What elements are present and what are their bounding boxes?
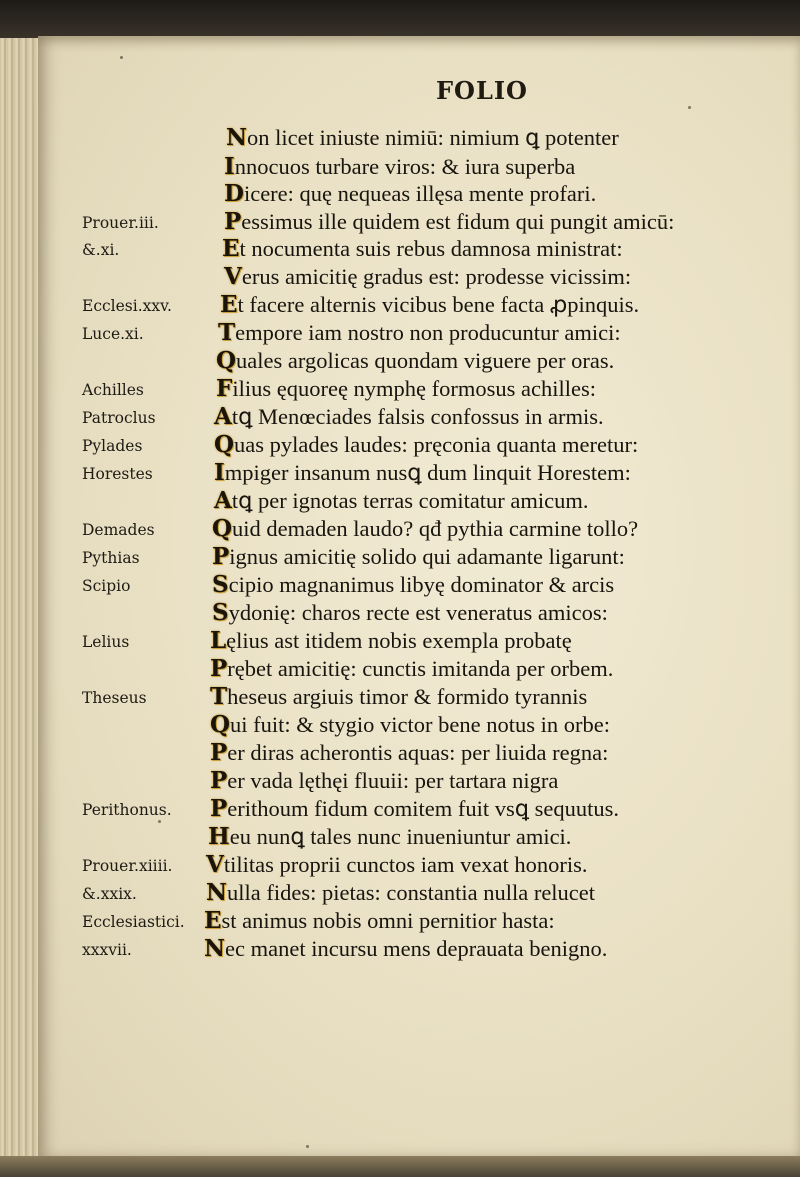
marginal-note: Prouer.iii. xyxy=(82,214,159,232)
marginal-note: Perithonus. xyxy=(82,801,172,819)
rubricated-initial: S xyxy=(212,599,229,626)
marginal-note: Lelius xyxy=(82,633,130,651)
verse-text xyxy=(216,347,614,374)
verse-text xyxy=(222,235,623,262)
rubricated-initial: T xyxy=(210,683,228,710)
verse-text xyxy=(224,208,674,235)
verse-line xyxy=(0,599,800,626)
verse-line xyxy=(0,235,800,262)
verse-text xyxy=(210,627,572,654)
verse-body: essimus ille quidem est fidum qui pungit amicū: xyxy=(241,209,675,234)
rubricated-initial: P xyxy=(210,655,228,682)
verse-body: ydonię: charos recte est veneratus amicos: xyxy=(228,600,608,625)
rubricated-initial: I xyxy=(224,153,235,180)
ink-speck xyxy=(306,1145,309,1148)
verse-body: t facere alternis vicibus bene facta ꝓpinquis. xyxy=(237,292,640,317)
verse-text xyxy=(206,879,595,906)
rubricated-initial: P xyxy=(210,739,228,766)
rubricated-initial: F xyxy=(216,375,233,402)
verse-text xyxy=(224,263,631,290)
verse-line xyxy=(0,907,800,934)
rubricated-initial: A xyxy=(214,487,232,514)
verse-text xyxy=(218,319,621,346)
verse-line xyxy=(0,823,800,850)
verse-body: rębet amicitię: cunctis imitanda per orbem. xyxy=(227,656,614,681)
verse-line xyxy=(0,655,800,682)
verse-line xyxy=(0,459,800,486)
verse-body: heseus argiuis timor & formido tyrannis xyxy=(227,684,588,709)
verse-line xyxy=(0,208,800,235)
rubricated-initial: I xyxy=(214,459,225,486)
verse-body: mpiger insanum nusꝗ dum linquit Horestem: xyxy=(224,460,631,485)
verse-body: ui fuit: & stygio victor bene notus in orbe: xyxy=(230,712,610,737)
verse-text xyxy=(204,935,607,962)
verse-body: on licet iniuste nimiū: nimium ꝗ potenter xyxy=(247,125,619,150)
rubricated-initial: A xyxy=(214,403,232,430)
marginal-note: Pythias xyxy=(82,549,140,567)
verse-line xyxy=(0,515,800,542)
verse-line xyxy=(0,291,800,318)
rubricated-initial: P xyxy=(224,208,242,235)
rubricated-initial: Q xyxy=(214,431,235,458)
verse-line xyxy=(0,571,800,598)
verse-body: ignus amicitię solido qui adamante ligarunt: xyxy=(229,544,625,569)
ink-speck xyxy=(120,56,123,59)
rubricated-initial: Q xyxy=(212,515,233,542)
rubricated-initial: D xyxy=(224,180,244,207)
scan-bottom-edge xyxy=(0,1156,800,1177)
verse-body: uales argolicas quondam viguere per oras. xyxy=(236,348,615,373)
ink-speck xyxy=(688,106,691,109)
verse-text xyxy=(214,403,604,430)
verse-line xyxy=(0,543,800,570)
verse-line xyxy=(0,347,800,374)
verse-text xyxy=(210,795,619,822)
verse-text xyxy=(212,571,614,598)
verse-line xyxy=(0,711,800,738)
rubricated-initial: N xyxy=(226,124,248,151)
verse-text xyxy=(210,683,587,710)
verse-line xyxy=(0,431,800,458)
scan-top-shadow xyxy=(0,0,800,40)
marginal-note: Demades xyxy=(82,521,155,539)
verse-body: uas pylades laudes: pręconia quanta meretur: xyxy=(234,432,639,457)
marginal-note: Ecclesiastici. xyxy=(82,913,185,931)
verse-text xyxy=(212,515,638,542)
verse-text xyxy=(220,291,639,318)
rubricated-initial: N xyxy=(204,935,226,962)
verse-text xyxy=(214,431,638,458)
rubricated-initial: E xyxy=(222,235,240,262)
verse-text xyxy=(212,599,608,626)
verse-body: erus amicitię gradus est: prodesse vicissim: xyxy=(241,264,632,289)
rubricated-initial: Q xyxy=(210,711,231,738)
marginal-note: Horestes xyxy=(82,465,153,483)
verse-body: empore iam nostro non producuntur amici: xyxy=(235,320,621,345)
verse-line xyxy=(0,935,800,962)
verse-text xyxy=(216,375,596,402)
verse-body: er vada lęthęi fluuii: per tartara nigra xyxy=(227,768,559,793)
verse-text xyxy=(214,487,589,514)
verse-body: er diras acherontis aquas: per liuida regna: xyxy=(227,740,609,765)
ink-speck xyxy=(158,820,161,823)
verse-line xyxy=(0,403,800,430)
verse-body: ęlius ast itidem nobis exempla probatę xyxy=(226,628,572,653)
rubricated-initial: V xyxy=(224,263,242,290)
verse-line xyxy=(0,795,800,822)
marginal-note: Prouer.xiiii. xyxy=(82,857,173,875)
verse-body: tꝗ Menœciades falsis confossus in armis. xyxy=(231,404,604,429)
verse-text xyxy=(210,767,558,794)
rubricated-initial: Q xyxy=(216,347,237,374)
rubricated-initial: S xyxy=(212,571,229,598)
rubricated-initial: N xyxy=(206,879,228,906)
verse-line xyxy=(0,627,800,654)
verse-body: ec manet incursu mens deprauata benigno. xyxy=(225,936,608,961)
marginal-note: Pylades xyxy=(82,437,143,455)
verse-body: tilitas proprii cunctos iam vexat honoris. xyxy=(223,852,588,877)
marginal-note: Luce.xi. xyxy=(82,325,144,343)
marginal-note: &.xxix. xyxy=(82,885,137,903)
marginal-note: &.xi. xyxy=(82,241,120,259)
verse-body: nnocuos turbare viros: & iura superba xyxy=(234,154,576,179)
rubricated-initial: E xyxy=(220,291,238,318)
verse-line xyxy=(0,851,800,878)
verse-body: eu nunꝗ tales nunc inueniuntur amici. xyxy=(229,824,572,849)
verse-text xyxy=(212,543,625,570)
verse-text xyxy=(204,907,555,934)
verse-text xyxy=(226,124,619,151)
verse-body: t nocumenta suis rebus damnosa ministrat: xyxy=(239,236,623,261)
marginal-note: Patroclus xyxy=(82,409,156,427)
marginal-note: Ecclesi.xxv. xyxy=(82,297,172,315)
verse-line xyxy=(0,739,800,766)
marginal-note: Theseus xyxy=(82,689,147,707)
verse-line xyxy=(0,683,800,710)
verse-text xyxy=(224,153,575,180)
marginal-note: xxxvii. xyxy=(82,941,132,959)
verse-body: ilius ęquoreę nymphę formosus achilles: xyxy=(232,376,597,401)
marginal-note: Scipio xyxy=(82,577,131,595)
verse-body: cipio magnanimus libyę dominator & arcis xyxy=(228,572,615,597)
verse-line xyxy=(0,375,800,402)
verse-line xyxy=(0,263,800,290)
verse-text xyxy=(208,823,571,850)
verse-line xyxy=(0,153,800,180)
rubricated-initial: P xyxy=(210,767,228,794)
verse-line xyxy=(0,767,800,794)
verse-text xyxy=(224,180,596,207)
verse-text xyxy=(206,851,588,878)
verse-line xyxy=(0,487,800,514)
verse-text xyxy=(210,655,613,682)
verse-body: tꝗ per ignotas terras comitatur amicum. xyxy=(231,488,589,513)
rubricated-initial: H xyxy=(208,823,230,850)
verse-text xyxy=(214,459,631,486)
verse-line xyxy=(0,879,800,906)
verse-body: st animus nobis omni pernitior hasta: xyxy=(221,908,555,933)
verse-body: icere: quę nequeas illęsa mente profari. xyxy=(243,181,597,206)
rubricated-initial: P xyxy=(212,543,230,570)
verse-line xyxy=(0,180,800,207)
rubricated-initial: V xyxy=(206,851,224,878)
page-header: FOLIO xyxy=(436,76,528,105)
verse-line xyxy=(0,124,800,151)
verse-body: uid demaden laudo? qđ pythia carmine tollo? xyxy=(232,516,639,541)
rubricated-initial: L xyxy=(210,627,227,654)
rubricated-initial: P xyxy=(210,795,228,822)
verse-line xyxy=(0,319,800,346)
verse-text xyxy=(210,739,608,766)
rubricated-initial: T xyxy=(218,319,236,346)
rubricated-initial: E xyxy=(204,907,222,934)
verse-body: erithoum fidum comitem fuit vsꝗ sequutus. xyxy=(227,796,620,821)
marginal-note: Achilles xyxy=(82,381,144,399)
verse-body: ulla fides: pietas: constantia nulla relucet xyxy=(227,880,596,905)
verse-text xyxy=(210,711,610,738)
